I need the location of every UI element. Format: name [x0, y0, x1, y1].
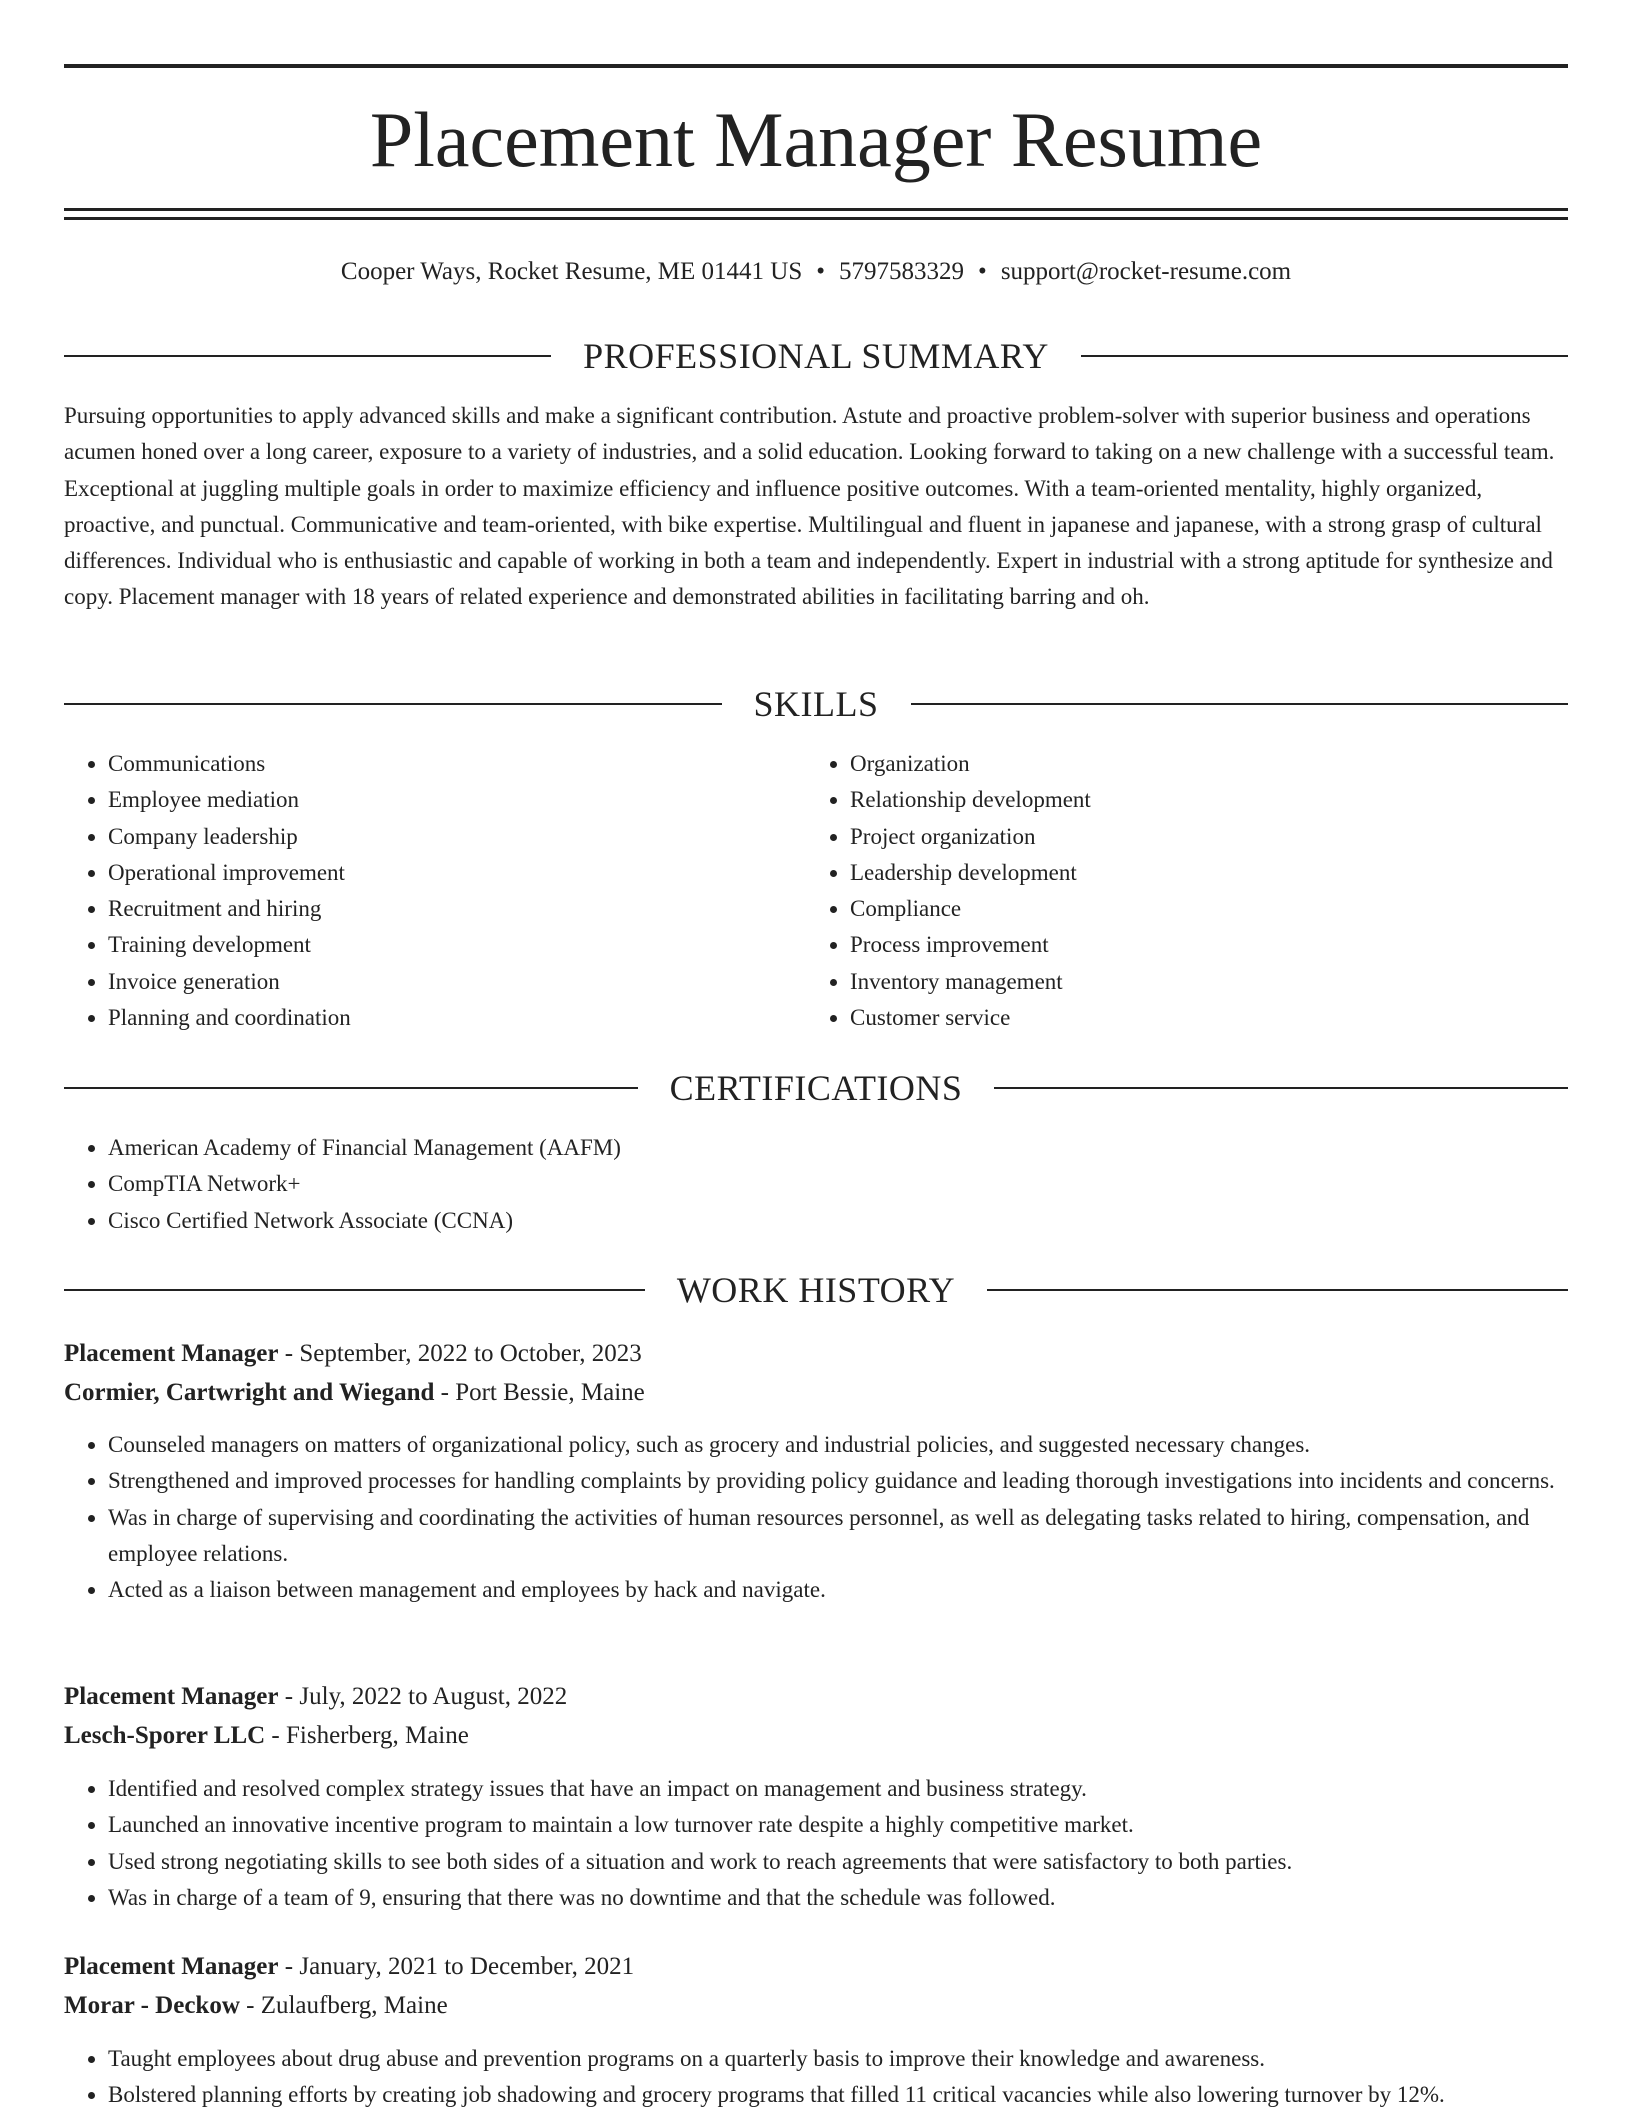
- skill-item: • Relationship development: [850, 782, 1091, 818]
- section-heading-skills: [64, 682, 1568, 726]
- contact-separator: •: [978, 258, 987, 285]
- contact-separator: •: [816, 258, 826, 285]
- skill-item: • Compliance: [850, 891, 1091, 927]
- job-entry-header: [64, 1677, 1568, 1755]
- job-company-line: [64, 1373, 1568, 1412]
- certifications-list: [64, 1130, 621, 1239]
- contact-phone: 5797583329: [839, 258, 965, 285]
- job-duty-item: • Was in charge of a team of 9, ensuring that there was no downtime and that the schedule was followed.: [108, 1880, 1572, 1916]
- job-duty-item: • Counseled managers on matters of organizational policy, such as grocery and industrial policies, and suggested necessary changes.: [108, 1427, 1572, 1463]
- job-title-line: [64, 1334, 1568, 1373]
- section-title: CERTIFICATIONS: [669, 1068, 963, 1108]
- job-location: Zulaufberg, Maine: [260, 1992, 448, 2019]
- top-rule: [64, 64, 1568, 68]
- job-dates: September, 2022 to October, 2023: [299, 1340, 642, 1367]
- job-duty-item: • Used strong negotiating skills to see both sides of a situation and work to reach agreements that were satisfactory to both parties.: [108, 1844, 1572, 1880]
- job-title: Placement Manager: [64, 1683, 279, 1710]
- job-title-line: [64, 1677, 1568, 1716]
- divider-line: [64, 703, 722, 705]
- certification-item: • Cisco Certified Network Associate (CCNA): [108, 1203, 621, 1239]
- job-duties-list: [64, 2041, 1572, 2114]
- dash: -: [278, 1683, 300, 1710]
- divider-line: [1081, 355, 1568, 357]
- job-company-line: [64, 1986, 1568, 2025]
- job-duty-item: • Launched an innovative incentive program to maintain a low turnover rate despite a highly competitive market.: [108, 1807, 1572, 1843]
- skill-item: • Recruitment and hiring: [108, 891, 351, 927]
- job-bullets: [64, 2041, 1572, 2114]
- job-company: Lesch-Sporer LLC: [64, 1722, 266, 1749]
- skill-item: • Inventory management: [850, 964, 1091, 1000]
- divider-line: [64, 1289, 645, 1291]
- skill-item: • Project organization: [850, 819, 1091, 855]
- job-location: Fisherberg, Maine: [286, 1722, 469, 1749]
- certifications-block: [64, 1130, 621, 1239]
- job-title: Placement Manager: [64, 1953, 279, 1980]
- job-title: Placement Manager: [64, 1340, 279, 1367]
- job-dates: January, 2021 to December, 2021: [299, 1953, 635, 1980]
- dash: -: [278, 1953, 300, 1980]
- job-duty-item: • Identified and resolved complex strategy issues that have an impact on management and business strategy.: [108, 1771, 1572, 1807]
- title-double-rule: [64, 208, 1568, 220]
- skills-list: [806, 746, 1091, 1036]
- divider-line: [987, 1289, 1568, 1291]
- resume-title: Placement Manager Resume: [369, 96, 1263, 183]
- skills-column-left: [64, 746, 351, 1036]
- skill-item: • Planning and coordination: [108, 1000, 351, 1036]
- divider-line: [64, 1087, 638, 1089]
- divider-line: [64, 355, 551, 357]
- section-title: PROFESSIONAL SUMMARY: [583, 336, 1049, 376]
- skill-item: • Employee mediation: [108, 782, 351, 818]
- skill-item: • Training development: [108, 927, 351, 963]
- job-duty-item: • Taught employees about drug abuse and prevention programs on a quarterly basis to improve their knowledge and awareness.: [108, 2041, 1572, 2077]
- section-title: SKILLS: [753, 684, 879, 724]
- job-duty-item: • Bolstered planning efforts by creating job shadowing and grocery programs that filled 11 critical vacancies while also lowering turnover by 12%.: [108, 2077, 1572, 2113]
- section-heading-work-history: [64, 1268, 1568, 1312]
- job-bullets: [64, 1427, 1572, 1608]
- skill-item: • Customer service: [850, 1000, 1091, 1036]
- skill-item: • Operational improvement: [108, 855, 351, 891]
- summary-paragraph: Pursuing opportunities to apply advanced skills and make a significant contribution. Astute and proactive problem-solver with superior business and operations acumen honed over a long career, exposure to a variety of industries, and a solid education. Looking forward to taking on a new challenge with a successful team. Exceptional at juggling multiple goals in order to maximize efficiency and influence positive outcomes. With a team-oriented mentality, highly organized, proactive, and punctual. Communicative and team-oriented, with bike expertise. Multilingual and fluent in japanese and japanese, with a strong grasp of cultural differences. Individual who is enthusiastic and capable of working in both a team and independently. Expert in industrial with a strong aptitude for synthesize and copy. Placement manager with 18 years of related experience and demonstrated abilities in facilitating barring and oh.: [64, 403, 1555, 610]
- job-duties-list: [64, 1427, 1572, 1608]
- job-duties-list: [64, 1771, 1572, 1916]
- job-company: Morar - Deckow: [64, 1992, 240, 2019]
- skills-list: [64, 746, 351, 1036]
- contact-line: [64, 254, 1568, 290]
- skill-item: • Communications: [108, 746, 351, 782]
- job-entry-header: [64, 1947, 1568, 2025]
- dash: -: [278, 1340, 300, 1367]
- contact-email: support@rocket-resume.com: [1000, 258, 1292, 285]
- divider-line: [911, 703, 1569, 705]
- job-dates: July, 2022 to August, 2022: [299, 1683, 568, 1710]
- certification-item: • American Academy of Financial Management (AAFM): [108, 1130, 621, 1166]
- job-company-line: [64, 1716, 1568, 1755]
- divider-line: [994, 1087, 1568, 1089]
- job-duty-item: • Strengthened and improved processes for handling complaints by providing policy guidance and leading thorough investigations into incidents and concerns.: [108, 1463, 1572, 1499]
- job-bullets: [64, 1771, 1572, 1916]
- dash: -: [434, 1379, 456, 1406]
- skill-item: • Leadership development: [850, 855, 1091, 891]
- job-title-line: [64, 1947, 1568, 1986]
- section-title: WORK HISTORY: [676, 1270, 956, 1310]
- certification-item: • CompTIA Network+: [108, 1166, 621, 1202]
- dash: -: [265, 1722, 286, 1749]
- job-company: Cormier, Cartwright and Wiegand: [64, 1379, 435, 1406]
- job-location: Port Bessie, Maine: [455, 1379, 645, 1406]
- job-duty-item: • Acted as a liaison between management and employees by hack and navigate.: [108, 1572, 1572, 1608]
- section-heading-certifications: [64, 1066, 1568, 1110]
- dash: -: [239, 1992, 261, 2019]
- skill-item: • Company leadership: [108, 819, 351, 855]
- contact-address: Cooper Ways, Rocket Resume, ME 01441 US: [340, 258, 803, 285]
- skill-item: • Organization: [850, 746, 1091, 782]
- skill-item: • Process improvement: [850, 927, 1091, 963]
- section-heading-summary: [64, 334, 1568, 378]
- job-duty-item: • Was in charge of supervising and coordinating the activities of human resources personnel, as well as delegating tasks related to hiring, compensation, and employee relations.: [108, 1500, 1572, 1573]
- job-entry-header: [64, 1334, 1568, 1412]
- skill-item: • Invoice generation: [108, 964, 351, 1000]
- skills-column-right: [806, 746, 1091, 1036]
